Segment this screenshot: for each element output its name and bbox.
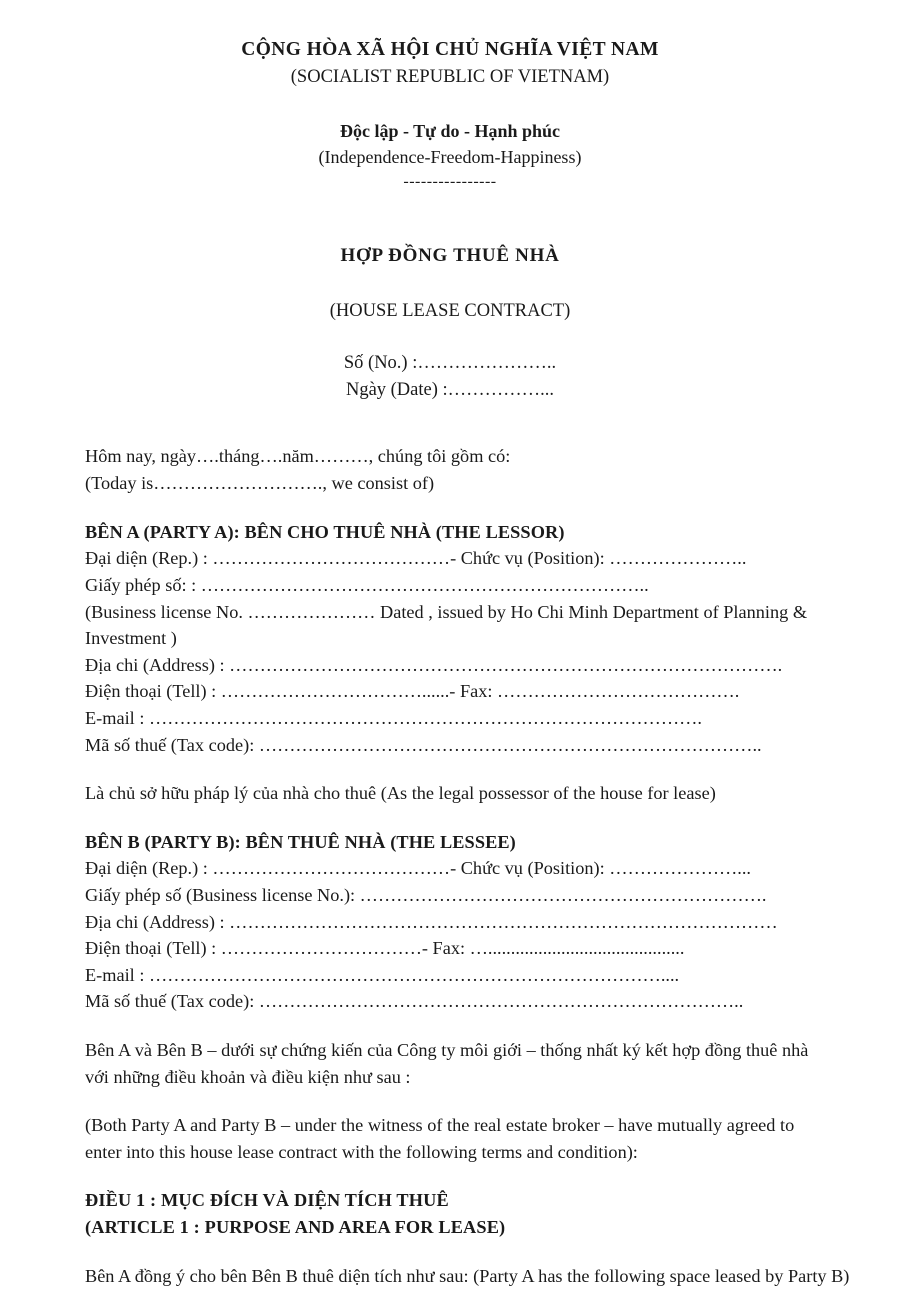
agreement-paragraph-vietnamese: Bên A và Bên B – dưới sự chứng kiến của Công ty môi giới – thống nhất ký kết hợp đồng thuê nhà với những điều khoản và điều kiện như sau : (85, 1040, 809, 1087)
article-1-heading-english: (ARTICLE 1 : PURPOSE AND AREA FOR LEASE) (85, 1217, 506, 1238)
party-a-license-field: Giấy phép số: : ……………………………………………………………….. (85, 574, 649, 595)
party-b-email-field: E-mail : ………………………………………………………………………….... (85, 964, 680, 985)
document-body (0, 443, 900, 1289)
contract-title-block (0, 245, 900, 404)
party-b-representative-field: Đại diện (Rep.) : …………………………………- Chức vụ (Position): …………………... (85, 858, 751, 879)
intro-line-vietnamese: Hôm nay, ngày….tháng….năm………, chúng tôi gồm có: (85, 446, 511, 467)
party-a-tax-code-field: Mã số thuế (Tax code): ……………………………………………………………………….. (85, 734, 762, 755)
article-1-heading-vietnamese: ĐIỀU 1 : MỤC ĐÍCH VÀ DIỆN TÍCH THUÊ (85, 1190, 449, 1211)
party-b-tax-code-field: Mã số thuế (Tax code): …………………………………………………………………….. (85, 991, 744, 1012)
national-title-vietnamese: CỘNG HÒA XÃ HỘI CHỦ NGHĨA VIỆT NAM (241, 39, 659, 60)
contract-date-field: Ngày (Date) :……………... (345, 379, 555, 400)
article-1-body-text: Bên A đồng ý cho bên Bên B thuê diện tích như sau: (Party A has the following space leased by Party B) (85, 1265, 850, 1286)
contract-reference-block (0, 350, 900, 404)
party-a-phone-fax-field: Điện thoại (Tell) : ……………………………......- Fax: …………………………………. (85, 681, 740, 702)
party-a-heading: BÊN A (PARTY A): BÊN CHO THUÊ NHÀ (THE LESSOR) (85, 521, 565, 542)
document-header (0, 0, 900, 193)
national-motto-vietnamese: Độc lập - Tự do - Hạnh phúc (339, 120, 561, 141)
party-a-address-field: Địa chi (Address) : ………………………………………………………………………………. (85, 654, 783, 675)
national-title-english: (SOCIALIST REPUBLIC OF VIETNAM) (290, 66, 610, 87)
contract-title-english: (HOUSE LEASE CONTRACT) (329, 300, 571, 321)
party-a-license-english-note: (Business license No. ………………… Dated , issued by Ho Chi Minh Department of Planning & Investment ) (85, 601, 808, 649)
party-b-license-field: Giấy phép số (Business license No.): …………………………………………………………. (85, 885, 767, 905)
party-b-heading: BÊN B (PARTY B): BÊN THUÊ NHÀ (THE LESSEE) (85, 831, 516, 852)
party-b-phone-fax-field: Điện thoại (Tell) : ……………………………- Fax: …........................................... (85, 938, 685, 959)
contract-title-vietnamese: HỢP ĐỒNG THUÊ NHÀ (340, 244, 560, 266)
national-motto-english: (Independence-Freedom-Happiness) (318, 146, 582, 167)
agreement-paragraph-english: (Both Party A and Party B – under the witness of the real estate broker – have mutually agreed to enter into this house lease contract with the following terms and condition): (85, 1115, 795, 1162)
intro-line-english: (Today is………………………., we consist of) (85, 473, 435, 494)
party-a-representative-field: Đại diện (Rep.) : …………………………………- Chức vụ (Position): ………………….. (85, 548, 747, 569)
contract-number-field: Số (No.) :………………….. (343, 352, 557, 373)
party-a-email-field: E-mail : ………………………………………………………………………………. (85, 707, 702, 728)
party-b-address-field: Địa chi (Address) : ……………………………………………………………………………… (85, 911, 778, 932)
header-divider-rule: ---------------- (403, 173, 497, 191)
party-a-possessor-statement: Là chủ sở hữu pháp lý của nhà cho thuê (As the legal possessor of the house for lease) (85, 783, 716, 804)
